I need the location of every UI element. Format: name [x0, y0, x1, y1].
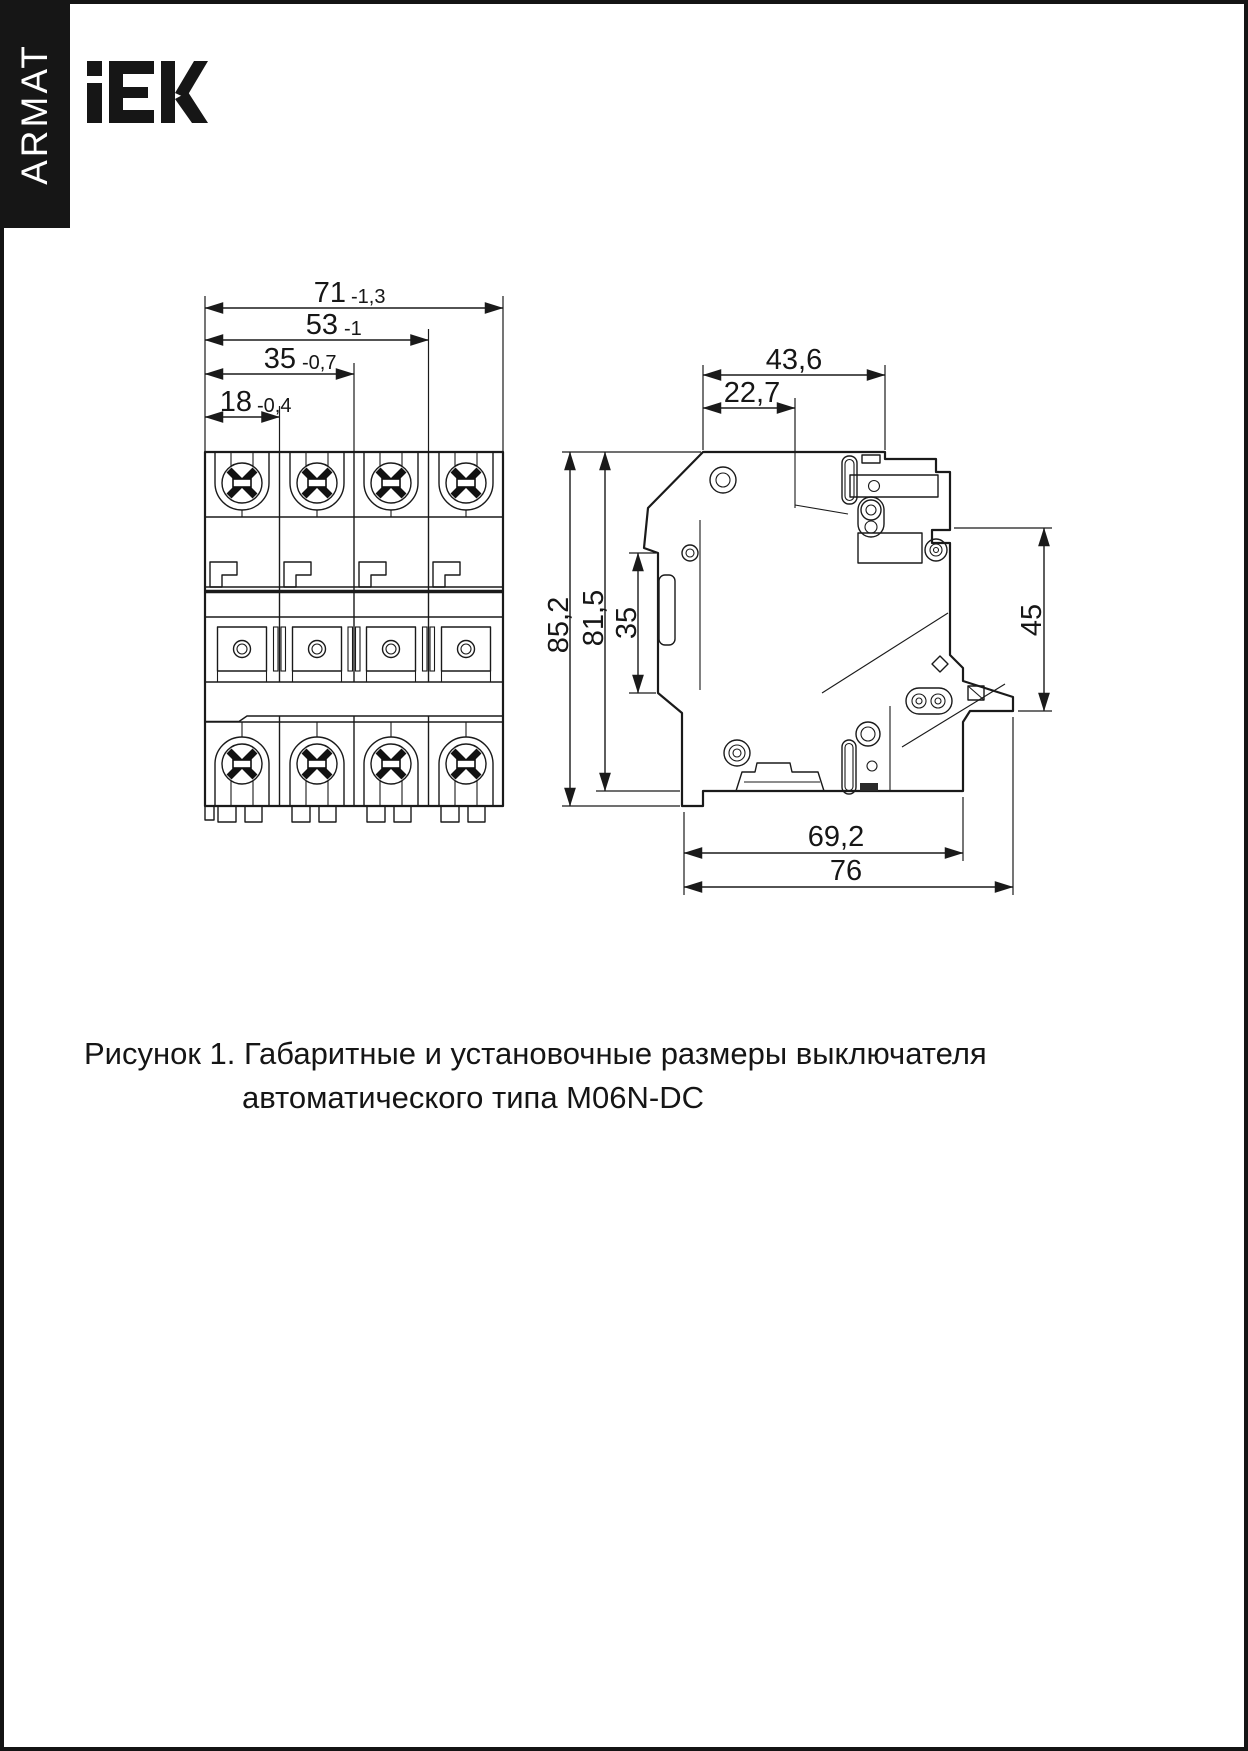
side-view-details [659, 452, 1005, 794]
toggle-lever [293, 627, 342, 682]
bottom-tabs [205, 806, 485, 822]
side-view [543, 344, 1052, 895]
screw-terminal-icon [215, 452, 269, 517]
dim-label-18: 18 [219, 386, 252, 418]
dim-tol-71: -1,3 [351, 286, 386, 308]
handle-tie-bar [205, 682, 503, 722]
page-border-bottom [0, 1747, 1248, 1751]
dim-label-22-7: 22,7 [723, 377, 781, 409]
module-step [284, 562, 311, 587]
figure-caption-line2: автоматического типа М06N-DC [242, 1080, 704, 1115]
dim-label-69-2: 69,2 [807, 821, 865, 853]
dim-label-81-5: 81,5 [578, 589, 610, 647]
dim-label-71: 71 [313, 277, 346, 309]
dim-tol-53: -1 [344, 318, 362, 340]
figure-caption [84, 1032, 1004, 1120]
dim-label-45: 45 [1016, 603, 1048, 637]
armat-vertical-label: ARMAT [14, 43, 56, 185]
dim-label-35-side: 35 [611, 606, 643, 640]
screw-terminal-icon [439, 452, 493, 517]
screw-terminal-icon [364, 722, 418, 806]
dim-label-53: 53 [305, 309, 338, 341]
dim-tol-18: -0,4 [257, 395, 292, 417]
screw-terminal-icon [290, 452, 344, 517]
screw-terminal-icon [364, 452, 418, 517]
dim-label-35: 35 [263, 343, 296, 375]
module-step [359, 562, 386, 587]
screw-terminal-icon [215, 722, 269, 806]
module-step [210, 562, 237, 587]
dim-label-43-6: 43,6 [765, 344, 823, 376]
dim-label-85-2: 85,2 [543, 596, 575, 654]
toggle-lever [218, 627, 267, 682]
screw-terminal-icon [439, 722, 493, 806]
front-view [205, 277, 503, 822]
screw-terminal-icon [290, 722, 344, 806]
figure-caption-line1: Рисунок 1. Габаритные и установочные размеры выключателя [84, 1036, 987, 1071]
dim-label-76: 76 [829, 855, 863, 887]
toggle-lever [367, 627, 416, 682]
toggle-lever [442, 627, 491, 682]
dim-tol-35: -0,7 [302, 352, 337, 374]
module-step [433, 562, 460, 587]
